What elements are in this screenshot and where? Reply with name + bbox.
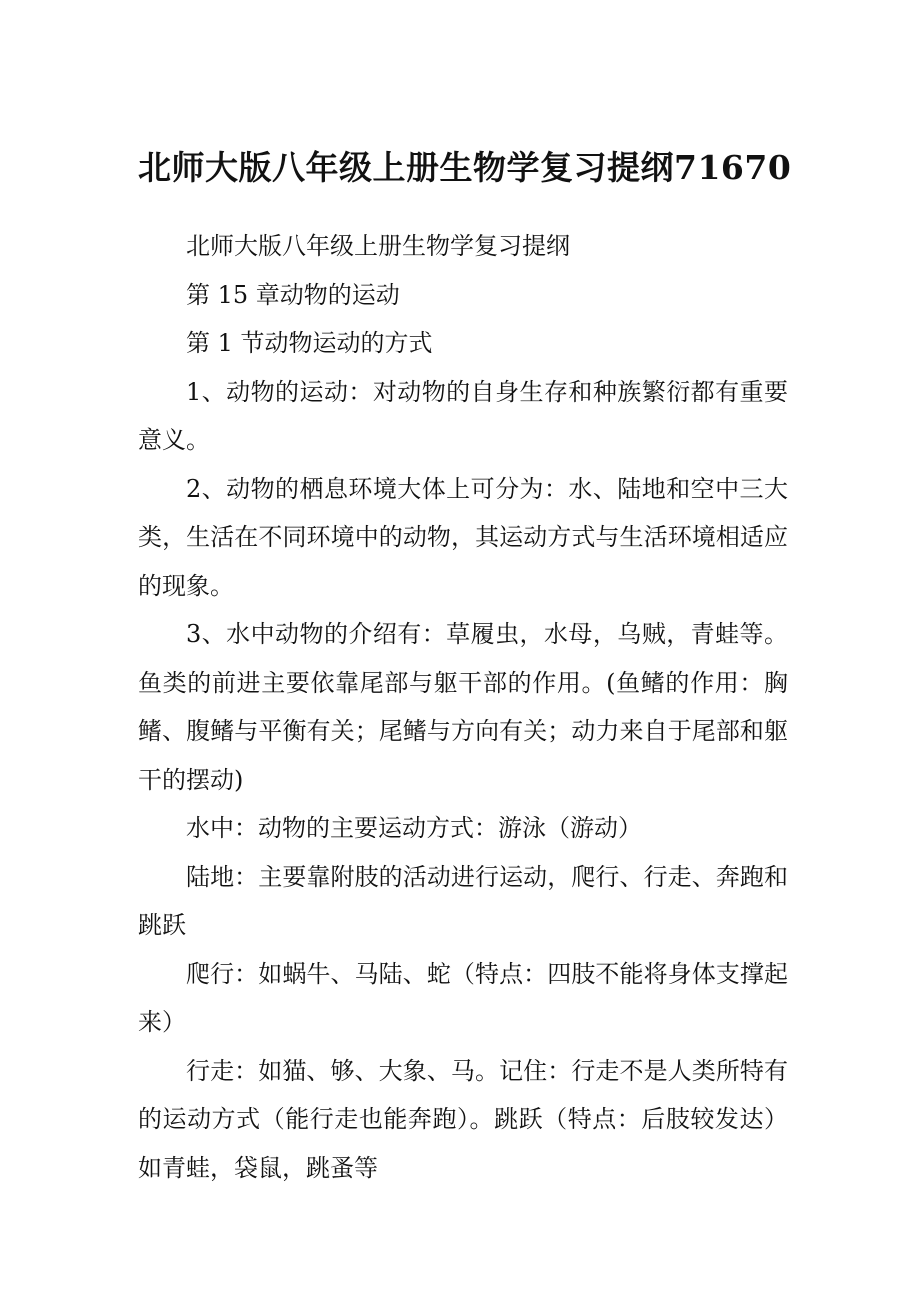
paragraph-point-1: 1、动物的运动：对动物的自身生存和种族繁衍都有重要意义。 bbox=[138, 377, 788, 454]
paragraph-walking: 行走：如猫、够、大象、马。记住：行走不是人类所特有的运动方式（能行走也能奔跑）。跳跃（特点：后肢较发达）如青蛙，袋鼠，跳蚤等 bbox=[138, 1056, 788, 1182]
paragraph-chapter-heading: 第 15 章动物的运动 bbox=[186, 280, 400, 309]
document-body bbox=[138, 222, 788, 1192]
paragraph-point-2: 2、动物的栖息环境大体上可分为：水、陆地和空中三大类，生活在不同环境中的动物，其运动方式与生活环境相适应的现象。 bbox=[138, 474, 788, 600]
paragraph-section-heading: 第 1 节动物运动的方式 bbox=[186, 329, 433, 357]
paragraph-point-3: 3、水中动物的介绍有：草履虫，水母，乌贼，青蛙等。鱼类的前进主要依靠尾部与躯干部的作用。(鱼鳍的作用：胸鳍、腹鳍与平衡有关；尾鳍与方向有关；动力来自于尾部和躯干的摆动) bbox=[138, 620, 788, 794]
paragraph-crawling: 爬行：如蜗牛、马陆、蛇（特点：四肢不能将身体支撑起来） bbox=[138, 959, 788, 1036]
paragraph-water-movement: 水中：动物的主要运动方式：游泳（游动） bbox=[186, 814, 642, 842]
paragraph-land-movement: 陆地：主要靠附肢的活动进行运动，爬行、行走、奔跑和跳跃 bbox=[138, 862, 788, 939]
document-title: 北师大版八年级上册生物学复习提纲71670 bbox=[138, 148, 792, 187]
paragraph-subtitle: 北师大版八年级上册生物学复习提纲 bbox=[186, 232, 570, 260]
